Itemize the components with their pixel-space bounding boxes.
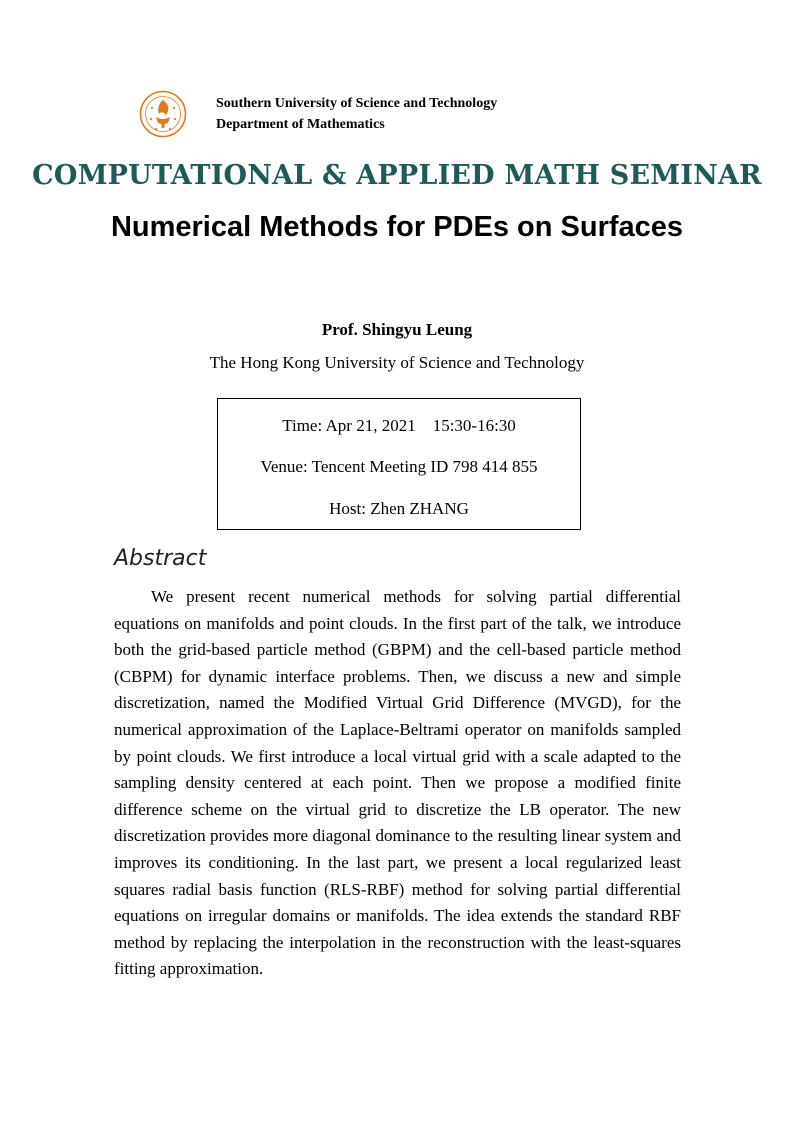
institution-block bbox=[216, 93, 497, 135]
event-details-box bbox=[217, 398, 581, 530]
abstract-text: We present recent numerical methods for solving partial differential equations on manifolds and point clouds. In the first part of the talk, we introduce both the grid-based particle method (GBPM) and the cell-based particle method (CBPM) for dynamic interface problems. Then, we discuss a new and simple discretization, named the Modified Virtual Grid Difference (MVGD), for the numerical approximation of the Laplace-Beltrami operator on manifolds sampled by point clouds. We first introduce a local virtual grid with a scale adapted to the sampling density centered at each point. Then we propose a modified finite difference scheme on the virtual grid to discretize the LB operator. The new discretization provides more diagonal dominance to the resulting linear system and improves its conditioning. In the last part, we present a local regularized least squares radial basis function (RLS-RBF) method for solving partial differential equations on irregular domains or manifolds. The idea extends the standard RBF method by replacing the interpolation in the reconstruction with the least-squares fitting approximation. bbox=[114, 587, 681, 979]
event-venue: Venue: Tencent Meeting ID 798 414 855 bbox=[260, 457, 538, 476]
event-time: Time: Apr 21, 2021 15:30-16:30 bbox=[282, 416, 516, 435]
university-name: Southern University of Science and Technology bbox=[216, 96, 498, 111]
university-logo-icon bbox=[139, 90, 187, 138]
speaker-name: Prof. Shingyu Leung bbox=[321, 320, 473, 339]
department-name: Department of Mathematics bbox=[216, 117, 385, 132]
speaker-affiliation: The Hong Kong University of Science and Technology bbox=[209, 353, 585, 372]
talk-title: Numerical Methods for PDEs on Surfaces bbox=[110, 211, 684, 243]
abstract-heading: Abstract bbox=[114, 546, 207, 571]
event-host: Host: Zhen ZHANG bbox=[329, 499, 469, 518]
seminar-series-title: COMPUTATIONAL & APPLIED MATH SEMINAR bbox=[32, 160, 762, 191]
